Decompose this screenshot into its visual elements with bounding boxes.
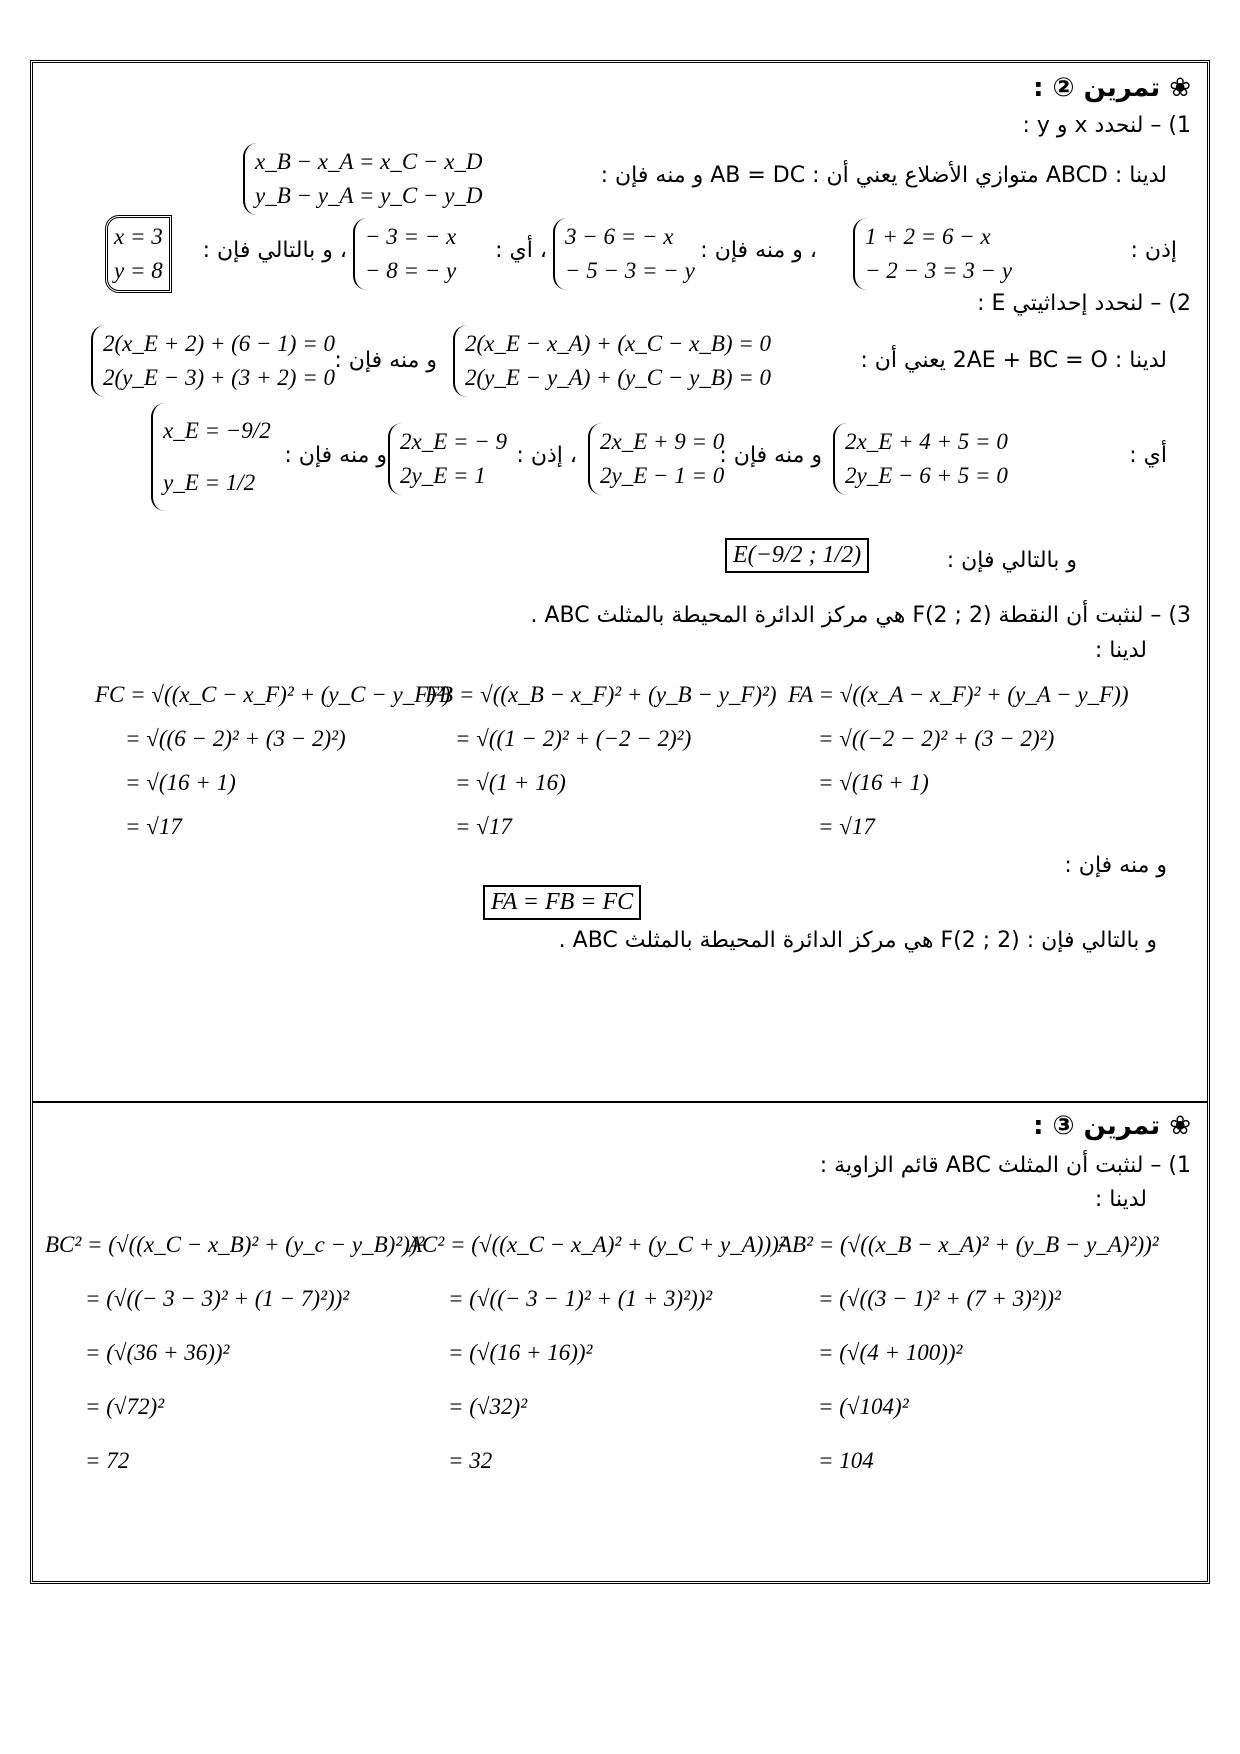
ex2-line5-text: و بالتالي فإن : xyxy=(946,548,1077,573)
ex2-have: لدينا : xyxy=(1094,638,1147,663)
ex2-line4-sep1: و منه فإن : xyxy=(719,443,822,468)
ex3-question-1: 1) – لنثبت أن المثلث ABC قائم الزاوية : xyxy=(819,1153,1191,1178)
page-frame xyxy=(30,60,1210,1584)
ex2-line4-sep2: ، إذن : xyxy=(516,443,577,468)
ex2-result-xy: x = 3 y = 8 xyxy=(105,215,172,293)
ex2-line2-sep1: ، و منه فإن : xyxy=(700,238,817,263)
ex2-line3-text: لدينا : 2AE + BC = O يعني أن : xyxy=(860,348,1167,373)
exercise-2-section xyxy=(33,63,1207,1103)
ex2-question-2: 2) – لنحدد إحداثيتي E : xyxy=(977,291,1191,316)
ex2-system-3a: 2(x_E − x_A) + (x_C − x_B) = 0 2(y_E − y_A) + (y_C − y_B) = 0 xyxy=(453,325,771,397)
ex2-system-1: x_B − x_A = x_C − x_D y_B − y_A = y_C − y_D xyxy=(243,143,483,215)
ex2-system-3b: 2(x_E + 2) + (6 − 1) = 0 2(y_E − 3) + (3 + 2) = 0 xyxy=(91,325,335,397)
ex2-line4-sep3: و منه فإن : xyxy=(284,443,387,468)
ex3-have: لدينا : xyxy=(1094,1187,1147,1212)
ex2-line4-text: أي : xyxy=(1129,443,1167,468)
ex2-line1-text: لدينا : ABCD متوازي الأضلاع يعني أن : AB = DC و منه فإن : xyxy=(600,163,1167,188)
ex2-system-4b: 2x_E + 9 = 0 2y_E − 1 = 0 xyxy=(588,423,724,495)
exercise-3-section xyxy=(33,1103,1207,1581)
ex2-system-4c: 2x_E = − 9 2y_E = 1 xyxy=(388,423,507,495)
ex2-column-FA: FA = √((x_A − x_F)² + (y_A − y_F)) = √((−2 − 2)² + (3 − 2)²) = √(16 + 1) = √17 xyxy=(788,682,1129,839)
ex2-equality-box: FA = FB = FC xyxy=(483,885,641,920)
ex2-question-3: 3) – لنثبت أن النقطة F(2 ; 2) هي مركز الدائرة المحيطة بالمثلث ABC . xyxy=(530,603,1191,628)
ex2-thus: و منه فإن : xyxy=(1064,853,1167,878)
exercise-2-title: ❀ تمرين ② : xyxy=(1033,73,1191,103)
ex2-line2-sep3: ، و بالتالي فإن : xyxy=(202,238,347,263)
ex3-column-AB: AB² = (√((x_B − x_A)² + (y_B − y_A)²))² = (√((3 − 1)² + (7 + 3)²))² = (√(4 + 100))² = (√104)² = 104 xyxy=(778,1232,1159,1473)
ex2-question-1: 1) – لنحدد x و y : xyxy=(1022,113,1191,138)
ex2-line2-sep2: ، أي : xyxy=(495,238,547,263)
ex2-column-FC: FC = √((x_C − x_F)² + (y_C − y_F)²) = √((6 − 2)² + (3 − 2)²) = √(16 + 1) = √17 xyxy=(95,682,451,839)
ex2-column-FB: FB = √((x_B − x_F)² + (y_B − y_F)²) = √((1 − 2)² + (−2 − 2)²) = √(1 + 16) = √17 xyxy=(425,682,777,839)
ex2-line3-sep: و منه فإن : xyxy=(334,348,437,373)
exercise-3-title: ❀ تمرين ③ : xyxy=(1033,1111,1191,1141)
ex2-system-4d: x_E = −9/2 y_E = 1/2 xyxy=(151,403,271,511)
ex2-conclusion: و بالتالي فإن : F(2 ; 2) هي مركز الدائرة المحيطة بالمثلث ABC . xyxy=(558,928,1157,953)
ex3-column-BC: BC² = (√((x_C − x_B)² + (y_c − y_B)²))² = (√((− 3 − 3)² + (1 − 7)²))² = (√(36 + 36))² = (√72)² = 72 xyxy=(45,1232,425,1473)
ex2-line2-text: إذن : xyxy=(1130,238,1177,263)
ex2-system-4a: 2x_E + 4 + 5 = 0 2y_E − 6 + 5 = 0 xyxy=(833,423,1008,495)
ex2-result-E: E(−9/2 ; 1/2) xyxy=(725,538,869,573)
ex2-system-2b: 3 − 6 = − x − 5 − 3 = − y xyxy=(553,218,695,290)
ex2-system-2a: 1 + 2 = 6 − x − 2 − 3 = 3 − y xyxy=(853,218,1012,290)
ex2-system-2c: − 3 = − x − 8 = − y xyxy=(353,218,456,290)
ex3-column-AC: AC² = (√((x_C − x_A)² + (y_C + y_A)))² = (√((− 3 − 1)² + (1 + 3)²))² = (√(16 + 16))² = (√32)² = 32 xyxy=(408,1232,786,1473)
